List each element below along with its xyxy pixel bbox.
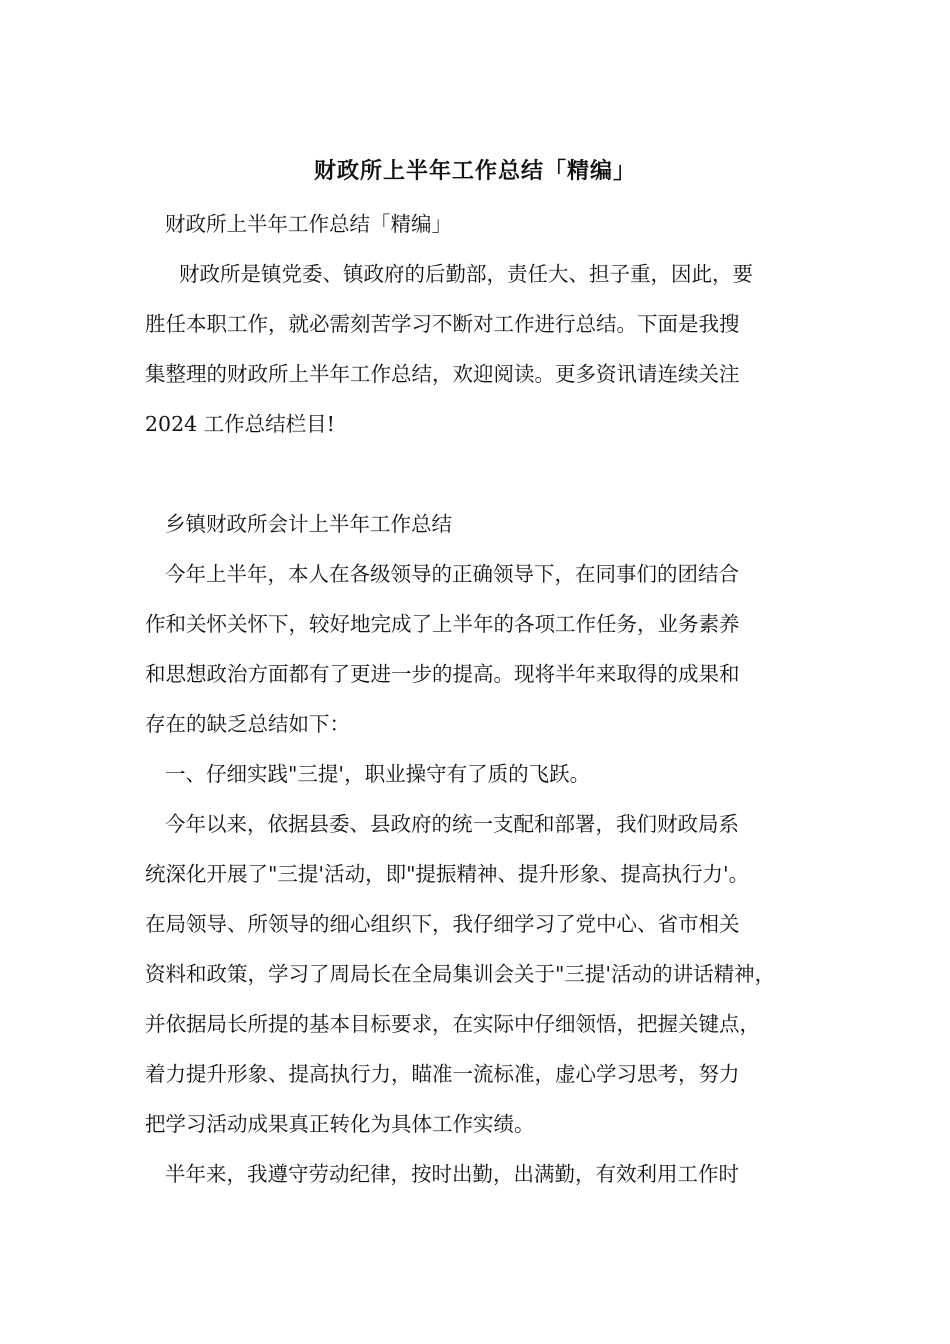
paragraph-line: 把学习活动成果真正转化为具体工作实绩。 [145, 1112, 535, 1136]
paragraph-line: 胜任本职工作，就必需刻苦学习不断对工作进行总结。下面是我搜 [145, 312, 740, 336]
paragraph-line: 集整理的财政所上半年工作总结，欢迎阅读。更多资讯请连续关注 [145, 362, 740, 386]
paragraph-line: 2024 工作总结栏目! [145, 412, 335, 436]
subtitle-line: 财政所上半年工作总结「精编」 [165, 212, 452, 236]
paragraph-line: 资料和政策，学习了周局长在全局集训会关于"三提'活动的讲话精神， [145, 962, 776, 986]
paragraph-line: 今年上半年，本人在各级领导的正确领导下，在同事们的团结合 [165, 562, 739, 586]
paragraph-line: 作和关怀关怀下，较好地完成了上半年的各项工作任务，业务素养 [145, 612, 740, 636]
paragraph-line: 并依据局长所提的基本目标要求，在实际中仔细领悟，把握关键点， [145, 1012, 760, 1036]
document-title: 财政所上半年工作总结「精编」 [313, 158, 636, 184]
section-heading: 乡镇财政所会计上半年工作总结 [165, 512, 452, 536]
paragraph-line: 半年来，我遵守劳动纪律，按时出勤，出满勤，有效利用工作时 [165, 1162, 739, 1186]
paragraph-line: 和思想政治方面都有了更进一步的提高。现将半年来取得的成果和 [145, 662, 740, 686]
paragraph-line: 今年以来，依据县委、县政府的统一支配和部署，我们财政局系 [165, 812, 739, 836]
paragraph-line: 统深化开展了"三提'活动，即"提振精神、提升形象、提高执行力'。 [145, 862, 750, 886]
document-body [145, 205, 835, 1194]
paragraph-line: 在局领导、所领导的细心组织下，我仔细学习了党中心、省市相关 [145, 912, 740, 936]
paragraph-line: 财政所是镇党委、镇政府的后勤部，责任大、担子重，因此，要 [179, 262, 753, 286]
section-heading: 一、仔细实践"三提'，职业操守有了质的飞跃。 [165, 762, 591, 786]
paragraph-line: 存在的缺乏总结如下： [145, 712, 350, 736]
paragraph-line: 着力提升形象、提高执行力，瞄准一流标准，虚心学习思考，努力 [145, 1062, 740, 1086]
